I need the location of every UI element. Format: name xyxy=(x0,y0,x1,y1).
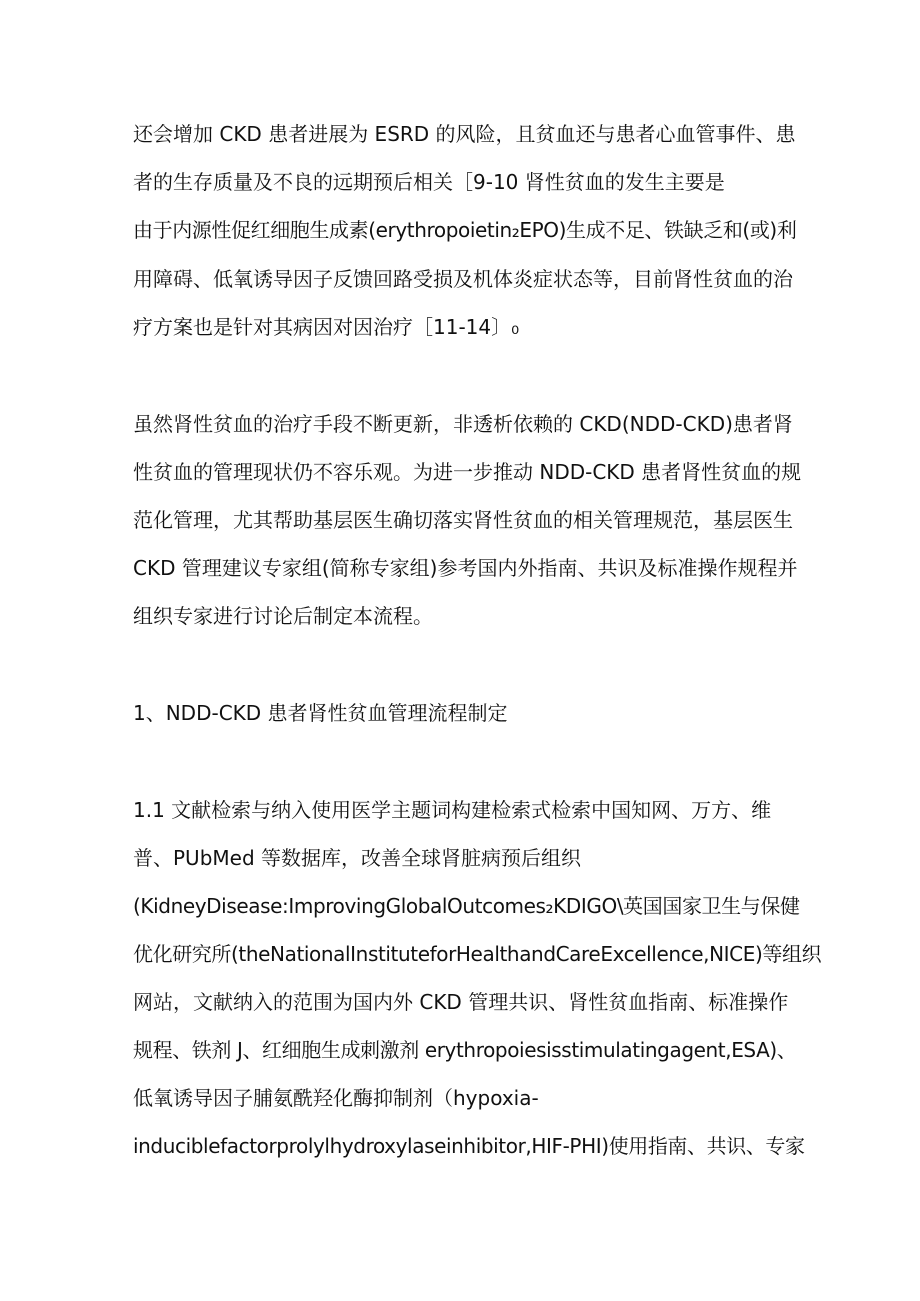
paragraph-1-line-3: 由于内源性促红细胞生成素(erythropoietin₂EPO)生成不足、铁缺乏和(或)利 xyxy=(133,218,797,242)
section-heading: 1、NDD-CKD 患者肾性贫血管理流程制定 xyxy=(133,701,508,725)
paragraph-1-line-4: 用障碍、低氧诱导因子反馈回路受损及机体炎症状态等，目前肾性贫血的治 xyxy=(133,267,793,291)
paragraph-3-line-4: 优化研究所(theNationalInstituteforHealthandCareExcellence,NICE)等组织 xyxy=(133,942,822,966)
paragraph-3-line-2: 普、PUbMed 等数据库，改善全球肾脏病预后组织 xyxy=(133,846,582,870)
paragraph-2-line-4: CKD 管理建议专家组(简称专家组)参考国内外指南、共识及标准操作规程并 xyxy=(133,556,798,580)
paragraph-3-line-7: 低氧诱导因子脯氨酰羟化酶抑制剂（hypoxia- xyxy=(133,1086,539,1110)
paragraph-3-line-1: 1.1 文献检索与纳入使用医学主题词构建检索式检索中国知网、万方、维 xyxy=(133,798,772,822)
paragraph-3-line-3: (KidneyDisease:ImprovingGlobalOutcomes₂KDIGO\英国国家卫生与保健 xyxy=(133,894,800,918)
paragraph-3-line-6: 规程、铁剂 J、红细胞生成刺激剂 erythropoiesisstimulatingagent,ESA)、 xyxy=(133,1038,797,1062)
paragraph-3-line-8: induciblefactorprolylhydroxylaseinhibitor,HIF-PHI)使用指南、共识、专家 xyxy=(133,1134,805,1158)
paragraph-1-line-5: 疗方案也是针对其病因对因治疗［11-14〕₀ xyxy=(133,315,520,339)
paragraph-2-line-1: 虽然肾性贫血的治疗手段不断更新，非透析依赖的 CKD(NDD-CKD)患者肾 xyxy=(133,412,793,436)
paragraph-1-line-1: 还会增加 CKD 患者进展为 ESRD 的风险，且贫血还与患者心血管事件、患 xyxy=(133,122,796,146)
paragraph-2-line-3: 范化管理，尤其帮助基层医生确切落实肾性贫血的相关管理规范，基层医生 xyxy=(133,508,793,532)
paragraph-1-line-2: 者的生存质量及不良的远期预后相关［9-10 肾性贫血的发生主要是 xyxy=(133,170,725,194)
paragraph-3-line-5: 网站，文献纳入的范围为国内外 CKD 管理共识、肾性贫血指南、标准操作 xyxy=(133,990,789,1014)
paragraph-2-line-5: 组织专家进行讨论后制定本流程。 xyxy=(133,604,433,628)
paragraph-2-line-2: 性贫血的管理现状仍不容乐观。为进一步推动 NDD-CKD 患者肾性贫血的规 xyxy=(133,460,802,484)
